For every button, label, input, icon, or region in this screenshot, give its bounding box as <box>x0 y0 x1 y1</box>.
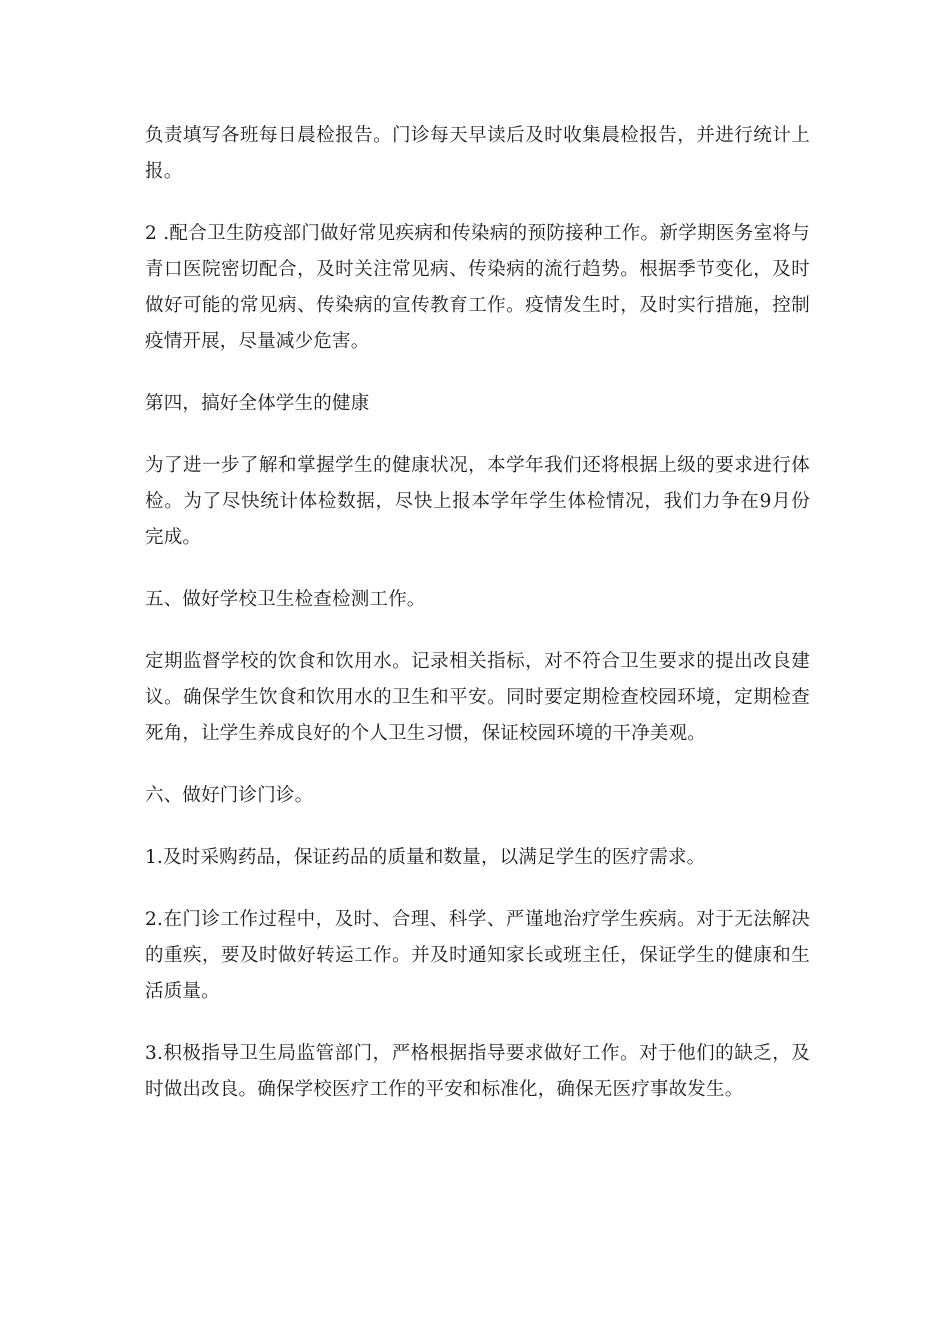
paragraph-morning-check-report: 负责填写各班每日晨检报告。门诊每天早读后及时收集晨检报告，并进行统计上报。 <box>145 125 810 182</box>
section-heading-student-health: 第四，搞好全体学生的健康 <box>145 393 370 414</box>
paragraph-physical-examination: 为了进一步了解和掌握学生的健康状况，本学年我们还将根据上级的要求进行体检。为了尽快统计体检数据，尽快上报本学年学生体检情况，我们力争在9月份完成。 <box>145 455 810 548</box>
paragraph-food-water-supervision: 定期监督学校的饮食和饮用水。记录相关指标，对不符合卫生要求的提出改良建议。确保学生饮食和饮用水的卫生和平安。同时要定期检查校园环境，定期检查死角，让学生养成良好的个人卫生习惯，保证校园环境的干净美观。 <box>145 651 810 744</box>
list-item-medicine-procurement: 1.及时采购药品，保证药品的质量和数量，以满足学生的医疗需求。 <box>145 847 706 868</box>
list-item-disease-treatment: 2.在门诊工作过程中，及时、合理、科学、严谨地治疗学生疾病。对于无法解决的重疾，要及时做好转运工作。并及时通知家长或班主任，保证学生的健康和生活质量。 <box>145 909 810 1002</box>
section-heading-hygiene-inspection: 五、做好学校卫生检查检测工作。 <box>145 589 426 610</box>
list-item-supervision-guidance: 3.积极指导卫生局监管部门，严格根据指导要求做好工作。对于他们的缺乏，及时做出改良。确保学校医疗工作的平安和标准化，确保无医疗事故发生。 <box>145 1043 810 1100</box>
section-heading-outpatient-clinic: 六、做好门诊门诊。 <box>145 785 314 806</box>
paragraph-epidemic-prevention: 2 .配合卫生防疫部门做好常见疾病和传染病的预防接种工作。新学期医务室将与青口医院密切配合，及时关注常见病、传染病的流行趋势。根据季节变化，及时做好可能的常见病、传染病的宣传教育工作。疫情发生时，及时实行措施，控制疫情开展，尽量减少危害。 <box>145 223 810 352</box>
document-body <box>145 118 810 1134</box>
